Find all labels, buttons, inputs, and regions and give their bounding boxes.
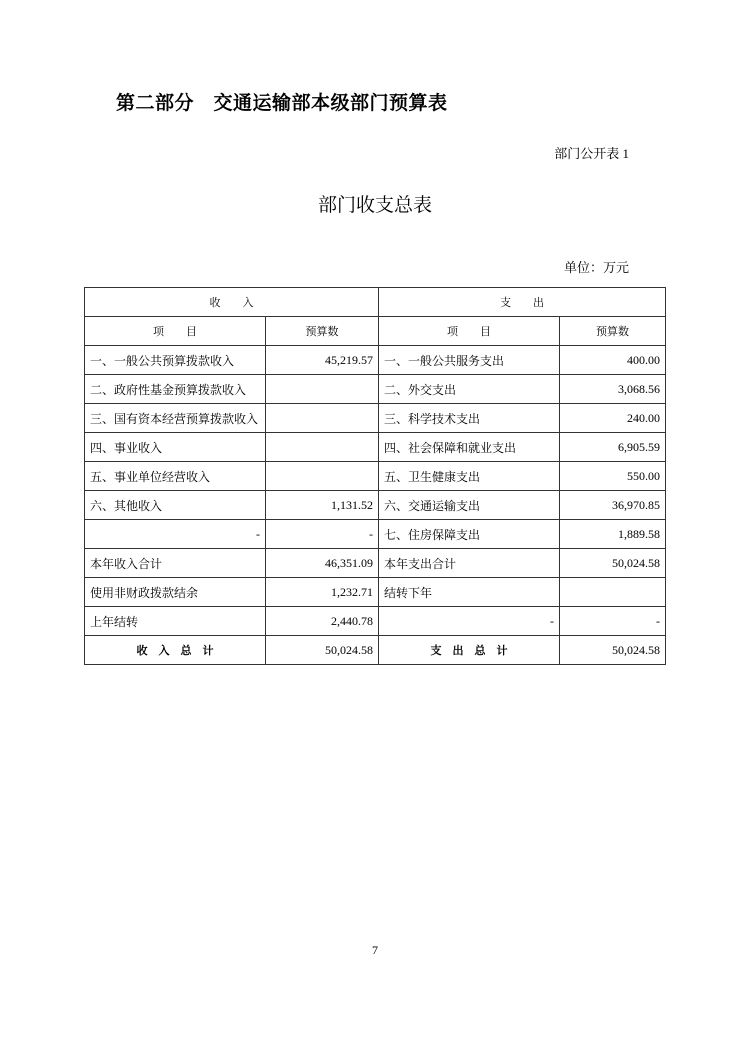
- expense-amount-cell: [560, 578, 666, 607]
- income-budget-column-header: 预算数: [266, 317, 379, 346]
- income-amount-cell: 1,232.71: [266, 578, 379, 607]
- income-item-cell: 本年收入合计: [85, 549, 266, 578]
- expense-item-cell: 一、一般公共服务支出: [379, 346, 560, 375]
- income-amount-cell: 1,131.52: [266, 491, 379, 520]
- page-number: 7: [372, 943, 378, 957]
- income-amount-cell: -: [266, 520, 379, 549]
- expense-amount-cell: 6,905.59: [560, 433, 666, 462]
- income-header: 收 入: [85, 288, 379, 317]
- income-item-cell: 使用非财政拨款结余: [85, 578, 266, 607]
- table-row: [85, 404, 666, 433]
- table-title: 部门收支总表: [317, 194, 432, 216]
- expense-budget-column-header: 预算数: [560, 317, 666, 346]
- income-item-cell: 二、政府性基金预算拨款收入: [85, 375, 266, 404]
- expense-item-cell: -: [379, 607, 560, 636]
- expense-amount-cell: 400.00: [560, 346, 666, 375]
- income-amount-cell: [266, 404, 379, 433]
- expense-total-amount: 50,024.58: [560, 636, 666, 665]
- total-row: [85, 636, 666, 665]
- income-item-cell: 六、其他收入: [85, 491, 266, 520]
- income-item-cell: 三、国有资本经营预算拨款收入: [85, 404, 266, 433]
- expense-item-cell: 本年支出合计: [379, 549, 560, 578]
- expense-item-cell: 五、卫生健康支出: [379, 462, 560, 491]
- table-row: [85, 607, 666, 636]
- budget-summary-table: [84, 287, 666, 665]
- income-amount-cell: [266, 375, 379, 404]
- income-item-cell: 四、事业收入: [85, 433, 266, 462]
- table-row: [85, 462, 666, 491]
- expense-item-cell: 六、交通运输支出: [379, 491, 560, 520]
- table-code: 部门公开表 1: [554, 146, 629, 161]
- column-header-row: [85, 317, 666, 346]
- expense-header: 支 出: [379, 288, 666, 317]
- income-amount-cell: 2,440.78: [266, 607, 379, 636]
- expense-total-label: 支 出 总 计: [379, 636, 560, 665]
- table-row: [85, 433, 666, 462]
- expense-amount-cell: 1,889.58: [560, 520, 666, 549]
- table-row: [85, 549, 666, 578]
- income-item-cell: 五、事业单位经营收入: [85, 462, 266, 491]
- table-row: [85, 578, 666, 607]
- expense-amount-cell: 550.00: [560, 462, 666, 491]
- income-amount-cell: [266, 433, 379, 462]
- table-row: [85, 346, 666, 375]
- income-item-cell: 一、一般公共预算拨款收入: [85, 346, 266, 375]
- income-item-cell: -: [85, 520, 266, 549]
- income-total-label: 收 入 总 计: [85, 636, 266, 665]
- expense-item-cell: 二、外交支出: [379, 375, 560, 404]
- expense-amount-cell: 240.00: [560, 404, 666, 433]
- table-row: [85, 520, 666, 549]
- expense-item-cell: 七、住房保障支出: [379, 520, 560, 549]
- expense-item-cell: 四、社会保障和就业支出: [379, 433, 560, 462]
- table-row: [85, 375, 666, 404]
- expense-amount-cell: -: [560, 607, 666, 636]
- income-amount-cell: 45,219.57: [266, 346, 379, 375]
- table-header-row: [85, 288, 666, 317]
- expense-amount-cell: 36,970.85: [560, 491, 666, 520]
- table-row: [85, 491, 666, 520]
- income-amount-cell: [266, 462, 379, 491]
- income-total-amount: 50,024.58: [266, 636, 379, 665]
- expense-item-cell: 结转下年: [379, 578, 560, 607]
- income-amount-cell: 46,351.09: [266, 549, 379, 578]
- income-item-cell: 上年结转: [85, 607, 266, 636]
- unit-label: 单位：万元: [563, 260, 629, 275]
- expense-amount-cell: 3,068.56: [560, 375, 666, 404]
- expense-item-cell: 三、科学技术支出: [379, 404, 560, 433]
- income-item-column-header: 项 目: [85, 317, 266, 346]
- expense-amount-cell: 50,024.58: [560, 549, 666, 578]
- section-title: 第二部分 交通运输部本级部门预算表: [116, 92, 448, 114]
- expense-item-column-header: 项 目: [379, 317, 560, 346]
